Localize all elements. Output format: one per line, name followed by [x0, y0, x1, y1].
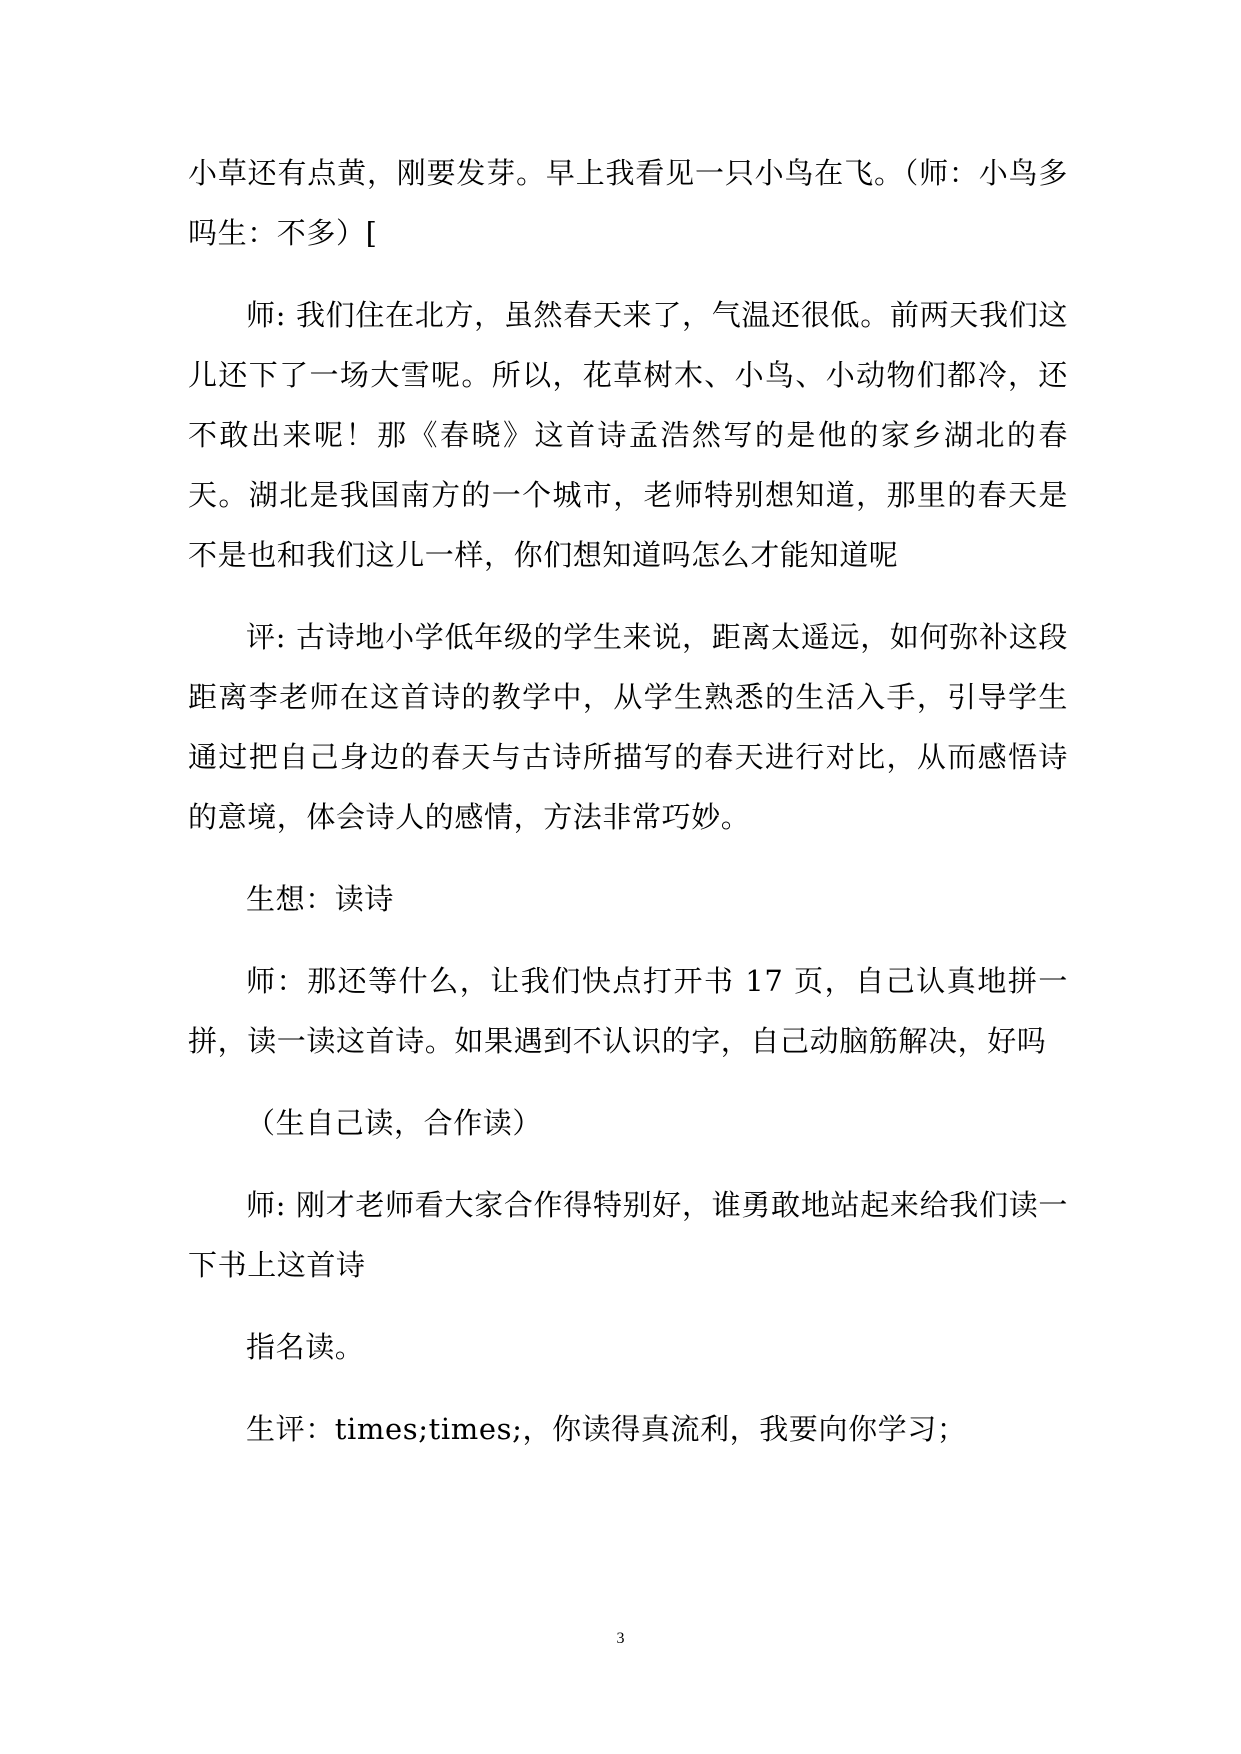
paragraph-8: 指名读。 [246, 1330, 365, 1364]
paragraph-3: 评: 古诗地小学低年级的学生来说，距离太遥远，如何弥补这段距离李老师在这首诗的教学中，从学生熟悉的生活入手，引导学生通过把自己身边的春天与古诗所描写的春天进行对比，从而感悟诗的意境，体会诗人的感情，方法非常巧妙。 [188, 620, 1068, 834]
paragraph-2: 师: 我们住在北方，虽然春天来了，气温还很低。前两天我们这儿还下了一场大雪呢。所以，花草树木、小鸟、小动物们都冷，还不敢出来呢！那《春晓》这首诗孟浩然写的是他的家乡湖北的春天。湖北是我国南方的一个城市，老师特别想知道，那里的春天是不是也和我们这儿一样，你们想知道吗怎么才能知道呢 [188, 298, 1068, 572]
page-number: 3 [616, 1630, 625, 1647]
paragraph-5: 师：那还等什么，让我们快点打开书 17 页，自己认真地拼一拼，读一读这首诗。如果遇到不认识的字，自己动脑筋解决，好吗 [188, 964, 1068, 1058]
paragraph-6: （生自己读，合作读） [246, 1106, 543, 1140]
paragraph-7: 师: 刚才老师看大家合作得特别好，谁勇敢地站起来给我们读一下书上这首诗 [188, 1188, 1068, 1282]
paragraph-4: 生想：读诗 [246, 882, 395, 916]
paragraph-1: 小草还有点黄，刚要发芽。早上我看见一只小鸟在飞。（师：小鸟多吗生：不多）[ [188, 156, 1068, 250]
document-body [188, 143, 1068, 1459]
paragraph-9: 生评：times;times;，你读得真流利，我要向你学习； [246, 1412, 967, 1446]
